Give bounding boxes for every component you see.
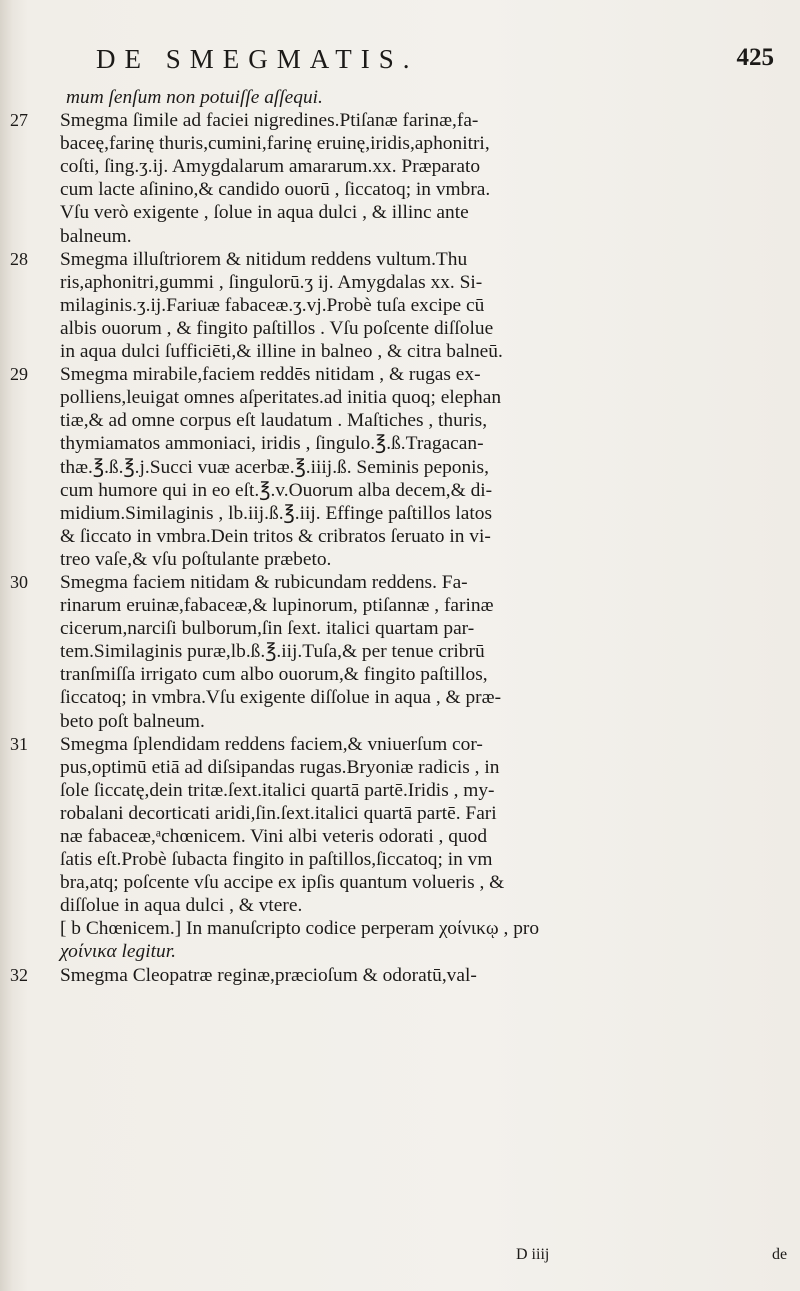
text-line [10, 594, 800, 617]
line-text: in aqua dulci ſufficiēti,& illine in balneo , & citra balneū. [60, 341, 503, 363]
footer [10, 1246, 800, 1272]
text-line [10, 802, 800, 825]
recipe-first-line [10, 248, 800, 271]
body-text [10, 86, 800, 987]
text-line [10, 686, 800, 709]
line-text: [ b Chœnicem.] In manuſcripto codice perperam χοίνικῳ , pro [60, 918, 540, 940]
page-header [96, 44, 786, 84]
text-line [10, 479, 800, 502]
line-text: treo vaſe,& vſu poſtulante præbeto. [60, 548, 332, 570]
line-text: tranſmiſſa irrigato cum albo ouorum,& fingito paſtillos, [60, 664, 488, 686]
line-text: Vſu verò exigente , ſolue in aqua dulci , & illinc ante [60, 202, 469, 224]
line-text: albis ouorum , & fingito paſtillos . Vſu poſcente diſſolue [60, 317, 494, 339]
line-text: χοίνικα legitur. [60, 941, 176, 963]
text-line [10, 894, 800, 917]
text-line [10, 386, 800, 409]
line-text: ſatis eſt.Probè ſubacta fingito in paſtillos,ſiccatoq; in vm [60, 849, 493, 871]
text-line [10, 640, 800, 663]
recipe-number: 30 [10, 571, 28, 592]
running-title: DE SMEGMATIS. [96, 44, 419, 74]
line-text: pus,optimū etiā ad diſsipandas rugas.Bryoniæ radicis , in [60, 756, 500, 778]
line-text: ſiccatoq; in vmbra.Vſu exigente diſſolue in aqua , & præ- [60, 687, 502, 709]
line-text: milaginis.ʒ.ij.Fariuæ fabaceæ.ʒ.vj.Probè tuſa excipe cū [60, 294, 485, 316]
text-line [10, 225, 800, 248]
line-text: thæ.℥.ß.℥.j.Succi vuæ acerbæ.℥.iiij.ß. Seminis peponis, [60, 456, 489, 478]
line-text: robalani decorticati aridi,ſin.ſext.italici quartā partē. Fari [60, 802, 497, 824]
text-line [10, 201, 800, 224]
text-line [10, 779, 800, 802]
recipe-first-line [10, 964, 800, 987]
line-text: Smegma ſplendidam reddens faciem,& vniuerſum cor- [60, 733, 483, 755]
line-text: Smegma ſimile ad faciei nigredines.Ptiſanæ farinæ,fa- [60, 110, 479, 132]
text-line [10, 548, 800, 571]
text-line [10, 756, 800, 779]
text-line [10, 178, 800, 201]
text-line [10, 940, 800, 963]
text-line [10, 409, 800, 432]
text-line [10, 132, 800, 155]
line-text: ris,aphonitri,gummi , ſingulorū.ʒ ij. Amygdalas xx. Si- [60, 271, 483, 293]
text-line [10, 86, 800, 109]
text-line [10, 340, 800, 363]
line-text: bra,atq; poſcente vſu accipe ex ipſis quantum volueris , & [60, 872, 505, 894]
recipe-number: 31 [10, 733, 28, 754]
recipe-first-line [10, 733, 800, 756]
text-line [10, 294, 800, 317]
recipe-first-line [10, 363, 800, 386]
line-text: Smegma illuſtriorem & nitidum reddens vultum.Thu [60, 248, 468, 270]
recipe-number: 28 [10, 248, 28, 269]
text-line [10, 456, 800, 479]
line-text: Smegma mirabile,faciem reddēs nitidam , & rugas ex- [60, 364, 481, 386]
recipe-first-line [10, 109, 800, 132]
line-text: Smegma Cleopatræ reginæ,præcioſum & odoratū,val- [60, 964, 477, 986]
recipe-number: 29 [10, 364, 28, 385]
text-line [10, 271, 800, 294]
line-text: polliens,leuigat omnes aſperitates.ad initia quoq; elephan [60, 387, 502, 409]
text-line [10, 502, 800, 525]
text-line [10, 848, 800, 871]
line-text: diſſolue in aqua dulci , & vtere. [60, 895, 303, 917]
text-line [10, 317, 800, 340]
line-text: & ſiccato in vmbra.Dein tritos & cribratos ſeruato in vi- [60, 525, 491, 547]
line-text: baceę,farinę thuris,cumini,farinę eruinę,iridis,aphonitri, [60, 133, 490, 155]
line-text: thymiamatos ammoniaci, iridis , ſingulo.℥.ß.Tragacan- [60, 433, 484, 455]
line-text: midium.Similaginis , lb.iij.ß.℥.iij. Effinge paſtillos latos [60, 502, 493, 524]
recipe-number: 27 [10, 110, 28, 131]
text-line [10, 825, 800, 848]
line-text: tiæ,& ad omne corpus eſt laudatum . Maſtiches , thuris, [60, 410, 488, 432]
text-line [10, 525, 800, 548]
text-line [10, 917, 800, 940]
signature-mark: D iiij [516, 1246, 550, 1263]
line-text: coſti, ſing.ʒ.ij. Amygdalarum amararum.xx. Præparato [60, 156, 481, 178]
line-text: cum lacte aſinino,& candido ouorū , ſiccatoq; in vmbra. [60, 179, 491, 201]
line-text: næ fabaceæ,ᵃchœnicem. Vini albi veteris odorati , quod [60, 826, 488, 847]
line-text: cicerum,narciſi bulborum,ſin ſext. italici quartam par- [60, 618, 475, 640]
line-text: beto poſt balneum. [60, 710, 205, 732]
recipe-first-line [10, 571, 800, 594]
text-line [10, 617, 800, 640]
text-line [10, 663, 800, 686]
text-line [10, 710, 800, 733]
line-text: cum humore qui in eo eſt.℥.v.Ouorum alba decem,& di- [60, 479, 493, 501]
line-text: tem.Similaginis puræ,lb.ß.℥.iij.Tuſa,& per tenue cribrū [60, 641, 485, 663]
recipe-number: 32 [10, 964, 28, 985]
page-number: 425 [736, 44, 774, 71]
line-text: Smegma faciem nitidam & rubicundam reddens. Fa- [60, 571, 468, 593]
text-line [10, 432, 800, 455]
catchword: de [772, 1246, 788, 1263]
line-text: balneum. [60, 225, 132, 247]
line-text: ſole ſiccatę,dein tritæ.ſext.italici quartā partē.Iridis , my- [60, 779, 495, 801]
line-text: rinarum eruinæ,fabaceæ,& lupinorum, ptiſannæ , farinæ [60, 595, 494, 617]
text-line [10, 155, 800, 178]
line-text: mum ſenſum non potuiſſe aſſequi. [66, 87, 323, 108]
text-line [10, 871, 800, 894]
